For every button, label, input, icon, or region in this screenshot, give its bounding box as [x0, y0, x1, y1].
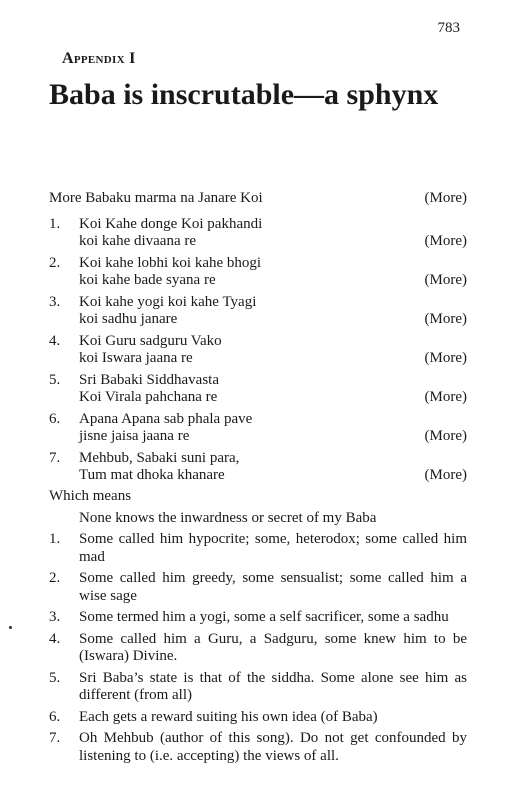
meaning-text: Some called him hypocrite; some, heterodox; some called him mad [79, 531, 467, 565]
verse-line-2: jisne jaisa jaana re [79, 428, 190, 444]
verse-number: 2. [49, 254, 61, 271]
meaning-text: Oh Mehbub (author of this song). Do not get confounded by listening to (i.e. accepting) the views of all. [79, 730, 467, 764]
margin-mark [9, 626, 12, 629]
meaning-number: 2. [49, 570, 61, 586]
meaning-item [49, 531, 467, 566]
meaning-item [49, 631, 467, 666]
meaning-intro: None knows the inwardness or secret of my Baba [79, 509, 377, 526]
verse-line-1: Koi kahe lobhi koi kahe bhogi [79, 254, 262, 271]
verse-body [79, 372, 467, 407]
meaning-item [49, 570, 467, 605]
verse-item [49, 372, 467, 407]
meaning-label: Which means [49, 488, 132, 504]
verse-line-1: Apana Apana sab phala pave [79, 410, 253, 427]
verse-refrain: (More) [424, 389, 467, 405]
verse-line-2-row [79, 389, 467, 407]
meaning-number: 7. [49, 730, 61, 746]
verse-body [79, 216, 467, 251]
meaning-item [49, 609, 467, 627]
verse-number: 6. [49, 410, 61, 427]
appendix-heading: Appendix I [62, 50, 136, 67]
verse-item [49, 411, 467, 446]
verse-line-2-row [79, 233, 467, 251]
verse-item [49, 255, 467, 290]
verse-line-2-row [79, 350, 467, 368]
verse-refrain: (More) [424, 311, 467, 327]
verse-line-1: Mehbub, Sabaki suni para, [79, 449, 240, 466]
meaning-text: Some called him a Guru, a Sadguru, some knew him to be (Iswara) Divine. [79, 630, 467, 664]
verse-refrain: (More) [424, 272, 467, 288]
verse-refrain: (More) [424, 350, 467, 366]
verse-number: 4. [49, 332, 61, 349]
meaning-number: 5. [49, 669, 61, 686]
verse-line-2-row [79, 272, 467, 290]
verse-line-1: Koi kahe yogi koi kahe Tyagi [79, 293, 257, 310]
verse-line-2-row [79, 428, 467, 446]
verse-number: 5. [49, 371, 61, 388]
verse-line-1: Koi Kahe donge Koi pakhandi [79, 215, 263, 232]
verse-line-1: Sri Babaki Siddhavasta [79, 371, 219, 388]
meaning-text: Sri Baba’s state is that of the siddha. Some alone see him as different (from all) [79, 669, 467, 703]
meaning-list [49, 531, 467, 765]
meaning-text: Each gets a reward suiting his own idea (of Baba) [79, 708, 378, 725]
song-first-line-text: More Babaku marma na Janare Koi [49, 190, 263, 206]
verse-list [49, 216, 467, 485]
verse-line-2: koi Iswara jaana re [79, 350, 193, 366]
verse-number: 1. [49, 215, 61, 232]
verse-item [49, 450, 467, 485]
verse-line-2: koi kahe bade syana re [79, 272, 216, 288]
verse-item [49, 294, 467, 329]
meaning-item [49, 670, 467, 705]
verse-line-2-row [79, 311, 467, 329]
verse-number: 3. [49, 293, 61, 310]
verse-line-2: koi kahe divaana re [79, 233, 197, 249]
verse-line-2: koi sadhu janare [79, 311, 178, 327]
verse-body [79, 333, 467, 368]
meaning-number: 1. [49, 531, 61, 547]
verse-refrain: (More) [424, 467, 467, 483]
verse-body [79, 294, 467, 329]
song-first-line [49, 190, 467, 208]
meaning-item [49, 730, 467, 765]
verse-number: 7. [49, 449, 61, 466]
verse-body [79, 255, 467, 290]
verse-line-2: Koi Virala pahchana re [79, 389, 218, 405]
meaning-text: Some termed him a yogi, some a self sacrificer, some a sadhu [79, 609, 449, 625]
verse-item [49, 333, 467, 368]
verse-body [79, 450, 467, 485]
song-section [49, 190, 467, 489]
meaning-text: Some called him greedy, some sensualist; some called him a wise sage [79, 570, 467, 604]
meaning-number: 6. [49, 708, 61, 725]
page-title: Baba is inscrutable—a sphynx [49, 78, 439, 111]
meaning-number: 4. [49, 630, 61, 647]
verse-body [79, 411, 467, 446]
song-refrain: (More) [424, 190, 467, 206]
meaning-section [49, 488, 467, 769]
meaning-item [49, 709, 467, 727]
verse-line-2-row [79, 467, 467, 485]
verse-line-1: Koi Guru sadguru Vako [79, 332, 222, 349]
verse-refrain: (More) [424, 428, 467, 444]
verse-item [49, 216, 467, 251]
verse-line-2: Tum mat dhoka khanare [79, 467, 225, 483]
meaning-number: 3. [49, 609, 61, 625]
verse-refrain: (More) [424, 233, 467, 249]
page-number: 783 [437, 20, 460, 36]
